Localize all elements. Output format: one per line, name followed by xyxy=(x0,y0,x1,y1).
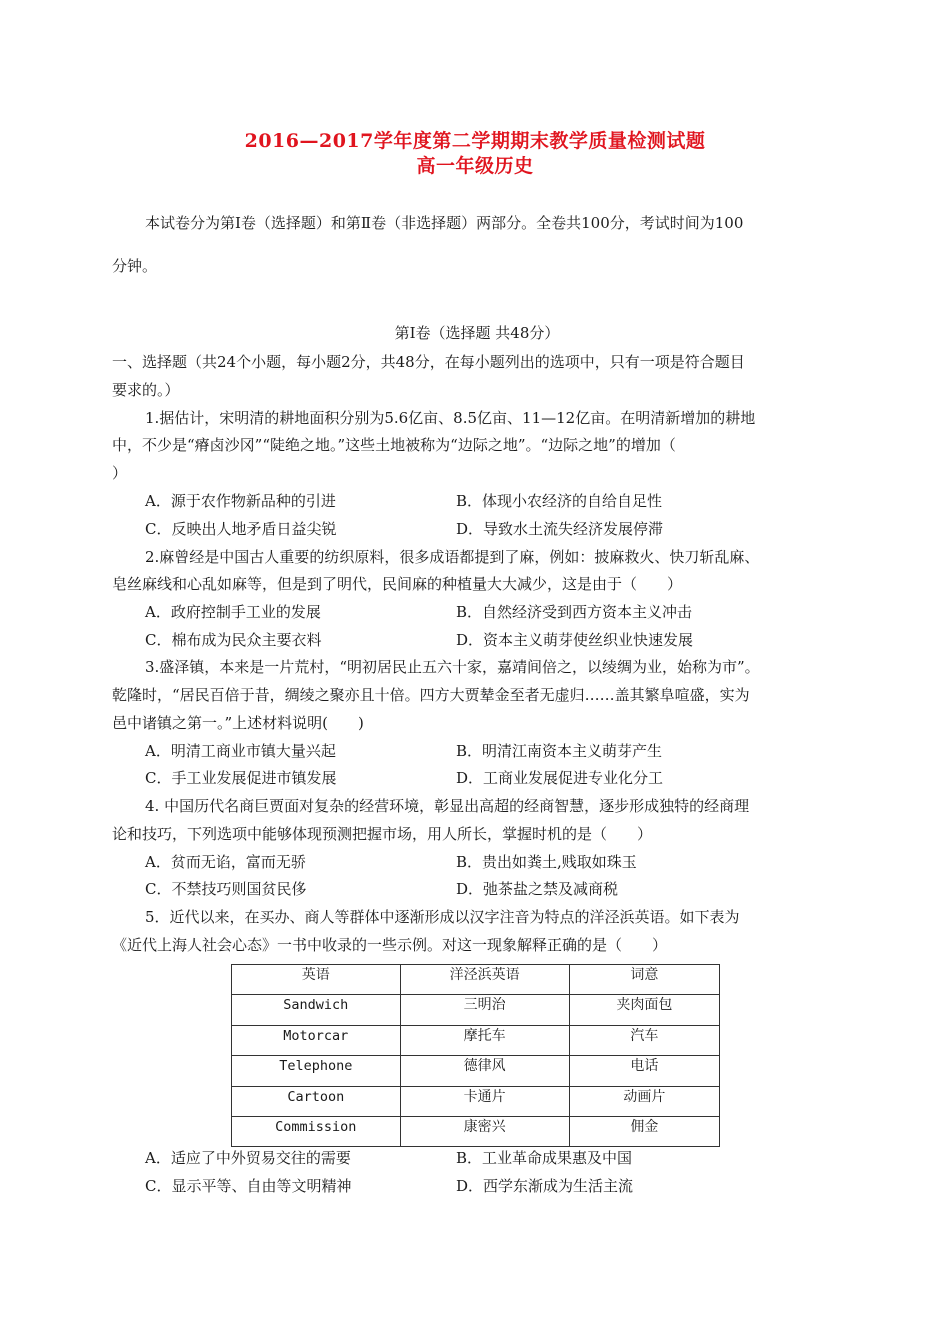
table-cell-english: Telephone xyxy=(232,1056,401,1086)
question-3-stem: 3.盛泽镇，本来是一片荒村，“明初居民止五六十家，嘉靖间倍之，以绫绸为业，始称为市”。 xyxy=(145,658,760,676)
table-row xyxy=(232,1086,720,1116)
table-cell-meaning: 汽车 xyxy=(569,1025,719,1055)
table-header-cell: 英语 xyxy=(232,965,401,995)
section-heading: 第Ⅰ卷（选择题 共48分） xyxy=(394,324,560,342)
question-3-stem: 邑中诸镇之第一。”上述材料说明( ) xyxy=(112,714,364,732)
table-cell-pidgin: 康密兴 xyxy=(400,1116,569,1146)
question-1-option-b: B．体现小农经济的自给自足性 xyxy=(456,492,663,510)
question-1-stem: 中，不少是“瘠卤沙冈”“陡绝之地。”这些土地被称为“边际之地”。“边际之地”的增加（ xyxy=(112,436,676,454)
table-cell-meaning: 佣金 xyxy=(569,1116,719,1146)
question-2-stem: 2.麻曾经是中国古人重要的纺织原料，很多成语都提到了麻，例如：披麻救火、快刀斩乱麻、 xyxy=(145,548,760,566)
question-5-stem: 《近代上海人社会心态》一书中收录的一些示例。对这一现象解释正确的是（ ） xyxy=(112,936,668,954)
table-cell-english: Commission xyxy=(232,1116,401,1146)
question-3-option-b: B．明清江南资本主义萌芽产生 xyxy=(456,742,663,760)
pidgin-english-table xyxy=(231,964,720,1147)
question-4-option-a: A．贫而无谄，富而无骄 xyxy=(145,853,306,871)
question-3-option-c: C．手工业发展促进市镇发展 xyxy=(145,769,337,787)
exam-subtitle: 高一年级历史 xyxy=(416,155,534,177)
exam-title: 2016—2017学年度第二学期期末教学质量检测试题 xyxy=(244,130,706,152)
question-5-option-b: B．工业革命成果惠及中国 xyxy=(456,1149,633,1167)
question-1-option-d: D．导致水土流失经济发展停滞 xyxy=(456,520,664,538)
table-cell-meaning: 夹肉面包 xyxy=(569,995,719,1025)
question-5-option-a: A．适应了中外贸易交往的需要 xyxy=(145,1149,351,1167)
question-3-option-d: D．工商业发展促进专业化分工 xyxy=(456,769,664,787)
table-header-cell: 洋泾浜英语 xyxy=(400,965,569,995)
question-4-stem: 论和技巧，下列选项中能够体现预测把握市场，用人所长，掌握时机的是（ ） xyxy=(112,825,653,843)
question-5-stem: 5．近代以来，在买办、商人等群体中逐渐形成以汉字注音为特点的洋泾浜英语。如下表为 xyxy=(145,908,740,926)
question-4-stem: 4. 中国历代名商巨贾面对复杂的经营环境，彰显出高超的经商智慧，逐步形成独特的经商理 xyxy=(145,797,750,815)
section-instructions: 一、选择题（共24个小题，每小题2分，共48分，在每小题列出的选项中，只有一项是符合题目 xyxy=(112,353,745,371)
question-4-option-b: B．贵出如粪土,贱取如珠玉 xyxy=(456,853,637,871)
table-row xyxy=(232,1056,720,1086)
question-1-stem: ） xyxy=(112,464,128,482)
question-2-option-c: C．棉布成为民众主要衣料 xyxy=(145,631,322,649)
question-2-stem: 皂丝麻线和心乱如麻等，但是到了明代，民间麻的种植量大大减少，这是由于（ ） xyxy=(112,575,683,593)
question-4-option-c: C．不禁技巧则国贫民侈 xyxy=(145,880,307,898)
table-cell-english: Sandwich xyxy=(232,995,401,1025)
intro-line: 本试卷分为第Ⅰ卷（选择题）和第Ⅱ卷（非选择题）两部分。全卷共100分，考试时间为100 xyxy=(145,214,744,232)
question-1-stem: 1.据估计，宋明清的耕地面积分别为5.6亿亩、8.5亿亩、11—12亿亩。在明清新增加的耕地 xyxy=(145,409,756,427)
table-header-row xyxy=(232,965,720,995)
section-instructions: 要求的。） xyxy=(112,381,180,399)
table-cell-pidgin: 三明治 xyxy=(400,995,569,1025)
table-cell-meaning: 电话 xyxy=(569,1056,719,1086)
question-5-option-c: C．显示平等、自由等文明精神 xyxy=(145,1177,352,1195)
table-cell-pidgin: 德律风 xyxy=(400,1056,569,1086)
question-5-option-d: D．西学东渐成为生活主流 xyxy=(456,1177,634,1195)
intro-line: 分钟。 xyxy=(112,257,158,275)
table-cell-meaning: 动画片 xyxy=(569,1086,719,1116)
question-3-option-a: A．明清工商业市镇大量兴起 xyxy=(145,742,336,760)
question-1-option-a: A．源于农作物新品种的引进 xyxy=(145,492,336,510)
table-cell-pidgin: 卡通片 xyxy=(400,1086,569,1116)
table-row xyxy=(232,1116,720,1146)
table-cell-english: Cartoon xyxy=(232,1086,401,1116)
question-2-option-d: D．资本主义萌芽使丝织业快速发展 xyxy=(456,631,694,649)
question-2-option-a: A．政府控制手工业的发展 xyxy=(145,603,321,621)
table-row xyxy=(232,995,720,1025)
question-1-option-c: C．反映出人地矛盾日益尖锐 xyxy=(145,520,337,538)
question-2-option-b: B．自然经济受到西方资本主义冲击 xyxy=(456,603,693,621)
question-3-stem: 乾隆时，“居民百倍于昔，绸绫之聚亦且十倍。四方大贾辇金至者无虚归……盖其繁阜喧盛，实为 xyxy=(112,686,750,704)
table-header-cell: 词意 xyxy=(569,965,719,995)
table-row xyxy=(232,1025,720,1055)
question-4-option-d: D．弛茶盐之禁及减商税 xyxy=(456,880,619,898)
table-cell-pidgin: 摩托车 xyxy=(400,1025,569,1055)
table-cell-english: Motorcar xyxy=(232,1025,401,1055)
